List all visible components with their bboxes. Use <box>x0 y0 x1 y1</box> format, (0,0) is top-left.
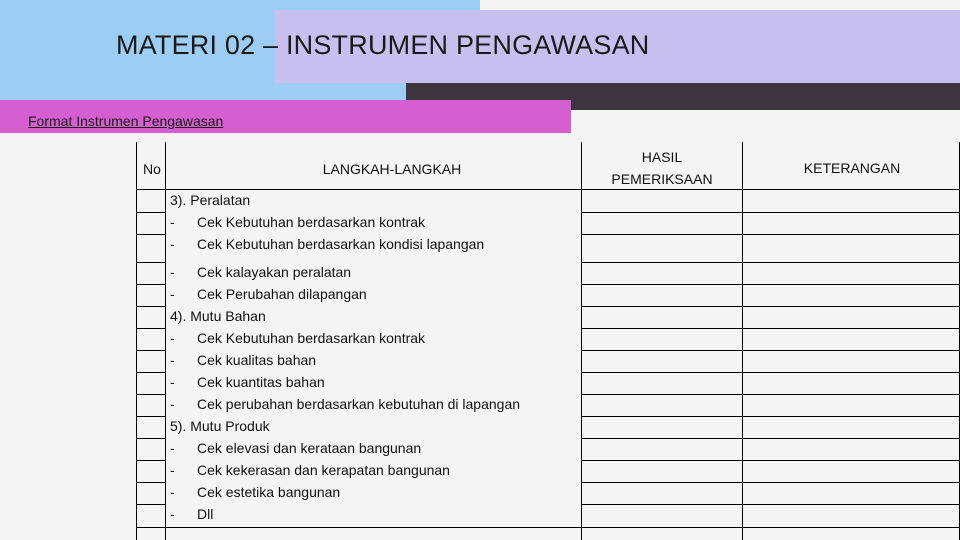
list-item: - Cek kualitas bahan <box>170 352 317 368</box>
header-keterangan: KETERANGAN <box>803 160 901 176</box>
header-langkah: LANGKAH-LANGKAH <box>322 161 462 177</box>
slide-title: MATERI 02 – INSTRUMEN PENGAWASAN <box>116 30 650 60</box>
list-item: - Cek perubahan berdasarkan kebutuhan di lapangan <box>170 396 521 412</box>
list-heading: 4). Mutu Bahan <box>170 308 266 324</box>
list-item: - Dll <box>170 506 214 522</box>
list-item: - Cek kekerasan dan kerapatan bangunan <box>170 462 450 478</box>
list-item: - Cek elevasi dan kerataan bangunan <box>170 440 422 456</box>
header-hasil <box>582 146 742 190</box>
langkah-list <box>170 189 580 525</box>
list-item: - Cek Perubahan dilapangan <box>170 286 367 302</box>
header-no: No <box>143 161 161 177</box>
subtitle-link[interactable]: Format Instrumen Pengawasan <box>28 113 224 129</box>
list-heading: 3). Peralatan <box>170 192 251 208</box>
header-hasil-line2: PEMERIKSAAN <box>611 171 713 187</box>
list-item: - Cek kuantitas bahan <box>170 374 325 390</box>
list-item: - Cek kalayakan peralatan <box>170 264 352 280</box>
list-item: - Cek Kebutuhan berdasarkan kontrak <box>170 330 426 346</box>
list-heading: 5). Mutu Produk <box>170 418 270 434</box>
list-item: - Cek Kebutuhan berdasarkan kontrak <box>170 214 426 230</box>
list-item: - Cek estetika bangunan <box>170 484 341 500</box>
list-item: - Cek Kebutuhan berdasarkan kondisi lapangan <box>170 236 485 252</box>
header-hasil-line1: HASIL <box>641 149 683 165</box>
